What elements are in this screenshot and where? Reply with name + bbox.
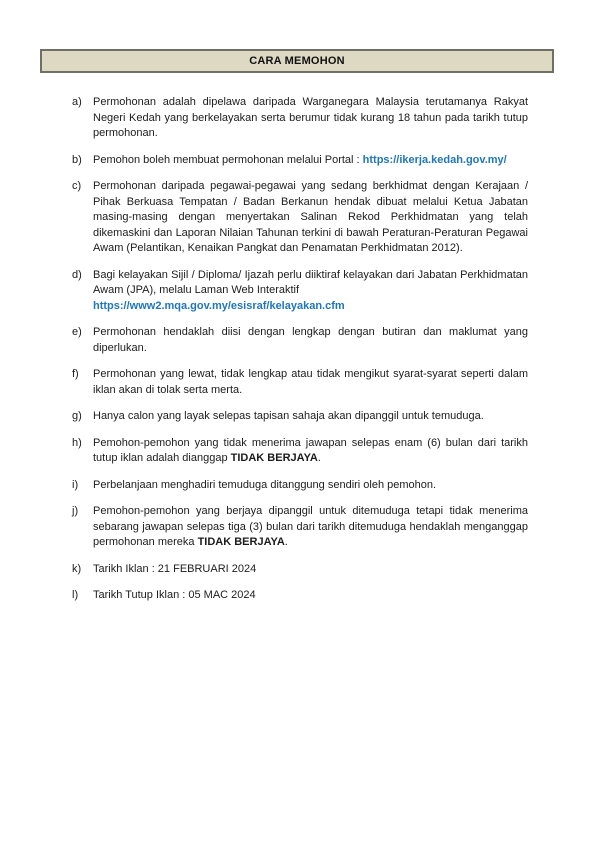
body-text: Pemohon-pemohon yang tidak menerima jawapan selepas enam (6) bulan dari tarikh tutup iklan adalah dianggap <box>93 436 528 464</box>
item-text <box>93 478 528 494</box>
body-text: Permohonan daripada pegawai-pegawai yang sedang berkhidmat dengan Kerajaan / Pihak Berkuasa Tempatan / Badan Berkanun hendak dibuat melalui Ketua Jabatan masing-masing dengan menyertakan Salinan Rekod Perkhidmatan yang telah dikemaskini dan Laporan Nilaian Tahunan terkini di bawah Peraturan-Peraturan Pegawai Awam (Pelantikan, Kenaikan Pangkat dan Penamatan Perkhidmatan 2012). <box>93 180 528 254</box>
list-item-f <box>72 367 528 398</box>
item-letter: a) <box>72 96 82 108</box>
item-letter: b) <box>72 153 82 166</box>
body-text: Bagi kelayakan Sijil / Diploma/ Ijazah perlu diiktiraf kelayakan dari Jabatan Perkhidmatan Awam (JPA), melalu Laman Web Interaktif <box>93 268 528 296</box>
list-item-i <box>72 478 528 494</box>
url-link[interactable]: https://www2.mqa.gov.my/esisraf/kelayakan.cfm <box>93 299 345 312</box>
list-item-b <box>72 153 528 169</box>
body-text: Pemohon-pemohon yang berjaya dipanggil untuk ditemuduga tetapi tidak menerima sebarang jawapan selepas tiga (3) bulan dari tarikh ditemuduga hendaklah menganggap permohonan mereka <box>93 505 528 548</box>
body-text: Tarikh Tutup Iklan : 05 MAC 2024 <box>93 589 256 601</box>
list-item-k <box>72 562 528 578</box>
section-header: CARA MEMOHON <box>40 49 554 73</box>
item-text <box>93 325 528 356</box>
body-text: Permohonan hendaklah diisi dengan lengkap dengan butiran dan maklumat yang diperlukan. <box>93 326 528 354</box>
item-letter: f) <box>72 368 79 380</box>
item-letter: e) <box>72 326 82 338</box>
item-letter: i) <box>72 478 79 491</box>
item-text <box>93 588 528 604</box>
item-text <box>93 95 528 142</box>
item-text <box>93 367 528 398</box>
item-letter: c) <box>72 180 82 192</box>
list-item-c <box>72 179 528 257</box>
list-item-l <box>72 588 528 604</box>
item-letter: l) <box>72 589 79 601</box>
url-link[interactable]: https://ikerja.kedah.gov.my/ <box>362 153 507 166</box>
item-letter: g) <box>72 410 82 422</box>
item-letter: h) <box>72 436 82 449</box>
body-text: . <box>284 536 288 548</box>
list-item-h <box>72 436 528 467</box>
body-text: Pemohon boleh membuat permohonan melalui Portal : <box>93 153 363 166</box>
item-letter: d) <box>72 268 82 281</box>
list-item-g <box>72 409 528 425</box>
list-item-d <box>72 268 528 315</box>
body-text: Permohonan yang lewat, tidak lengkap atau tidak mengikut syarat-syarat seperti dalam iklan akan di tolak serta merta. <box>93 368 528 396</box>
emphasis-text: TIDAK BERJAYA <box>230 452 318 464</box>
body-text: Perbelanjaan menghadiri temuduga ditanggung sendiri oleh pemohon. <box>93 478 437 491</box>
body-text: Tarikh Iklan : 21 FEBRUARI 2024 <box>93 562 257 575</box>
instruction-list <box>72 95 528 615</box>
body-text: Hanya calon yang layak selepas tapisan sahaja akan dipanggil untuk temuduga. <box>93 410 484 422</box>
item-text <box>93 436 528 467</box>
item-text <box>93 179 528 257</box>
body-text: . <box>317 452 321 464</box>
item-text <box>93 153 528 169</box>
list-item-a <box>72 95 528 142</box>
item-text <box>93 504 528 551</box>
item-text <box>93 562 528 578</box>
body-text: Permohonan adalah dipelawa daripada Warganegara Malaysia terutamanya Rakyat Negeri Kedah yang berkelayakan serta berumur tidak kurang 18 tahun pada tarikh tutup permohonan. <box>93 96 528 139</box>
list-item-j <box>72 504 528 551</box>
item-text <box>93 268 528 315</box>
emphasis-text: TIDAK BERJAYA <box>197 536 285 548</box>
list-item-e <box>72 325 528 356</box>
item-letter: j) <box>72 505 79 517</box>
item-letter: k) <box>72 562 82 575</box>
item-text <box>93 409 528 425</box>
